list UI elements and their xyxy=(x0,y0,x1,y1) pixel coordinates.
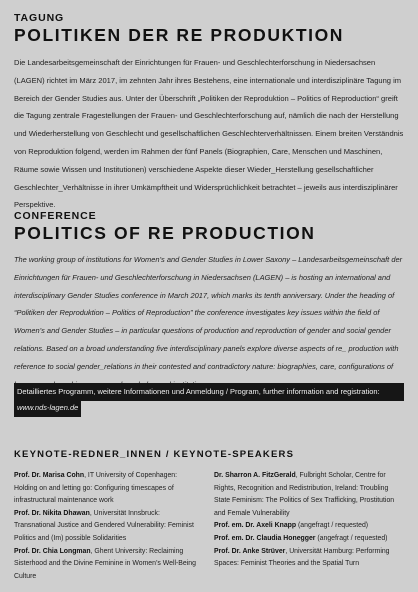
german-section xyxy=(14,12,406,214)
speaker-detail: , Ghent University: Reclaiming Sisterhood and the Divine Feminine in Women’s Well-Being Culture xyxy=(14,547,196,580)
english-body: The working group of institutions for Women’s and Gender Studies in Lower Saxony – Landesarbeitsgemeinschaft der Einrichtungen für Frauen- und Geschlechterforschung in Niedersachsen (LAGEN) – is hosting an international and interdisciplinary Gender Studies conference in March 2017, which marks its tenth anniversary. Under the heading of “Politiken der Reproduktion – Politics of Reproduction” the conference investigates key issues within the field of Women’s and Gender Studies – in particular questions of production and reproduction of gender and social gender relations. Based on a broad understanding five interdisciplinary panels explore diverse aspects of re_ production with reference to social gender_relations in their contested and contradictory nature: biographies, care, configurations of xyxy=(14,255,403,371)
speaker-entry xyxy=(214,520,402,533)
german-body: Die Landesarbeitsgemeinschaft der Einrichtungen für Frauen- und Geschlechterforschung in Niedersachsen (LAGEN) richtet im März 2017, im zehnten Jahr ihres Bestehens, eine internationale und interdisziplinäre Tagung im Bereich der Gender Studies aus. Unter der Überschrift „Politiken der Reproduktion – Politics of Reproduction“ greift die Tagung zentrale Fragestellungen der Frauen- und Geschlechterforschung auf, nämlich die nach der Herstellung und Wiederherstellung von Geschlecht und gesellschaftlichen Geschlechterverhältnissen. Einem breiten Verständnis von Reproduktion folgend, werden im Rahmen der fünf Panels (Biographien, Care, Menschen und Maschinen, Räume sowie Wissen und Institutionen) verschiedene Aspekte dieser Wieder_Herstellung gesellschaftlicher Geschlechter_Verhältnisse in ihrer Umkämpftheit und Widersprüchlichkeit betrachtet – jeweils aus interdisziplinärer Perspektive. xyxy=(14,58,404,210)
speakers-left-column xyxy=(14,470,202,583)
speaker-entry xyxy=(14,546,202,584)
speaker-name: Prof. Dr. Anke Strüver xyxy=(214,547,286,555)
speakers-right-column xyxy=(214,470,402,571)
english-kicker: CONFERENCE xyxy=(14,210,97,222)
speaker-detail: , Fulbright Scholar, Centre for Rights, Recognition and Redistribution, Ireland: Troubling State Feminism: The Politics of Sex Trafficking, Prostitution and Female Vulnerability xyxy=(214,472,395,517)
english-title: POLITICS OF RE PRODUCTION xyxy=(14,223,316,243)
speaker-entry xyxy=(214,546,402,571)
speaker-name: Dr. Sharron A. FitzGerald xyxy=(214,472,296,479)
speaker-name: Prof. em. Dr. Claudia Honegger xyxy=(214,534,316,542)
speaker-name: Prof. Dr. Marisa Cohn xyxy=(14,472,85,479)
speaker-detail: (angefragt / requested) xyxy=(296,522,369,530)
registration-link[interactable]: www.nds-lagen.de xyxy=(14,400,81,417)
german-kicker: TAGUNG xyxy=(14,12,65,24)
speaker-entry xyxy=(14,470,202,508)
speaker-detail: , IT University of Copenhagen: Holding on and letting go: Configuring timescapes of infrastructural maintenance work xyxy=(14,472,178,505)
speaker-entry xyxy=(14,508,202,546)
registration-text: Detailliertes Programm, weitere Informationen und Anmeldung / Program, further information and registration: xyxy=(14,383,404,401)
speaker-name: Prof. em. Dr. Axeli Knapp xyxy=(214,522,297,530)
english-section xyxy=(14,210,406,393)
speaker-detail: , Universität Hamburg: Performing Spaces: Feminist Theories and the Spatial Turn xyxy=(214,547,390,568)
speaker-name: Prof. Dr. Nikita Dhawan xyxy=(14,509,90,517)
speaker-entry xyxy=(214,470,402,520)
speaker-name: Prof. Dr. Chia Longman xyxy=(14,547,91,555)
speaker-entry xyxy=(214,533,402,546)
german-title: POLITIKEN DER RE PRODUKTION xyxy=(14,25,345,45)
speaker-detail: , Universität Innsbruck: Transnational Justice and Gendered Vulnerability: Feminist Politics and (Im) possible Solidarities xyxy=(14,509,194,542)
speakers-heading: KEYNOTE-REDNER_INNEN / KEYNOTE-SPEAKERS xyxy=(14,449,295,460)
speaker-detail: (angefragt / requested) xyxy=(315,534,388,542)
